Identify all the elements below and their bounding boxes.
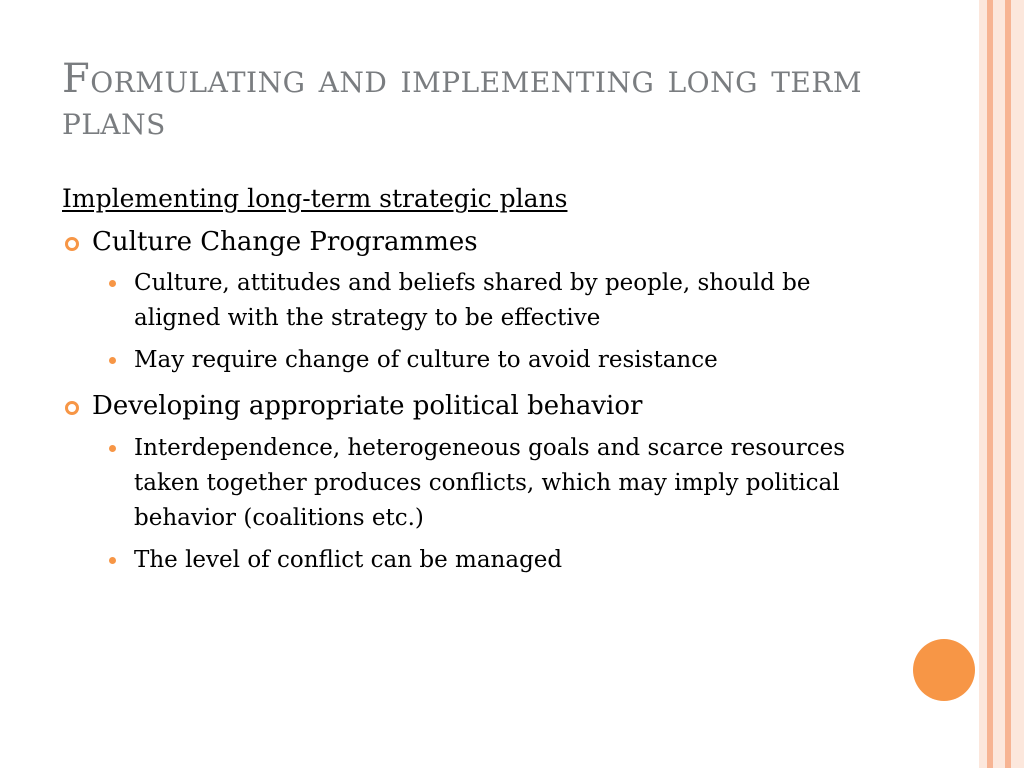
bullet-item-level2 [62, 431, 904, 536]
bullet-item-level1 [62, 226, 942, 260]
ring-bullet-icon [65, 237, 79, 251]
dot-bullet-icon [109, 445, 116, 452]
decor-stripe [979, 0, 987, 768]
decorative-circle-icon [913, 639, 975, 701]
bullet-text: May require change of culture to avoid resistance [134, 347, 718, 374]
ring-bullet-icon [65, 401, 79, 415]
bullet-item-level1 [62, 390, 942, 424]
bullet-item-level2 [62, 266, 904, 336]
bullet-text: Culture Change Programmes [92, 226, 478, 257]
bullet-item-level2 [62, 543, 904, 578]
bullet-item-level2 [62, 343, 904, 378]
slide-body [62, 183, 942, 585]
dot-bullet-icon [109, 557, 116, 564]
bullet-text: Developing appropriate political behavior [92, 391, 643, 422]
slide-title: Formulating and implementing long term plans [62, 56, 863, 145]
decor-stripe [993, 0, 1005, 768]
subheading: Implementing long-term strategic plans [62, 184, 568, 213]
dot-bullet-icon [109, 357, 116, 364]
bullet-text: Interdependence, heterogeneous goals and scarce resources taken together produces conflicts, which may imply political behavior (coalitions etc.) [134, 434, 846, 531]
bullet-text: Culture, attitudes and beliefs shared by people, should be aligned with the strategy to be effective [134, 270, 811, 332]
decor-stripe [1011, 0, 1024, 768]
dot-bullet-icon [109, 280, 116, 287]
bullet-text: The level of conflict can be managed [134, 546, 563, 573]
